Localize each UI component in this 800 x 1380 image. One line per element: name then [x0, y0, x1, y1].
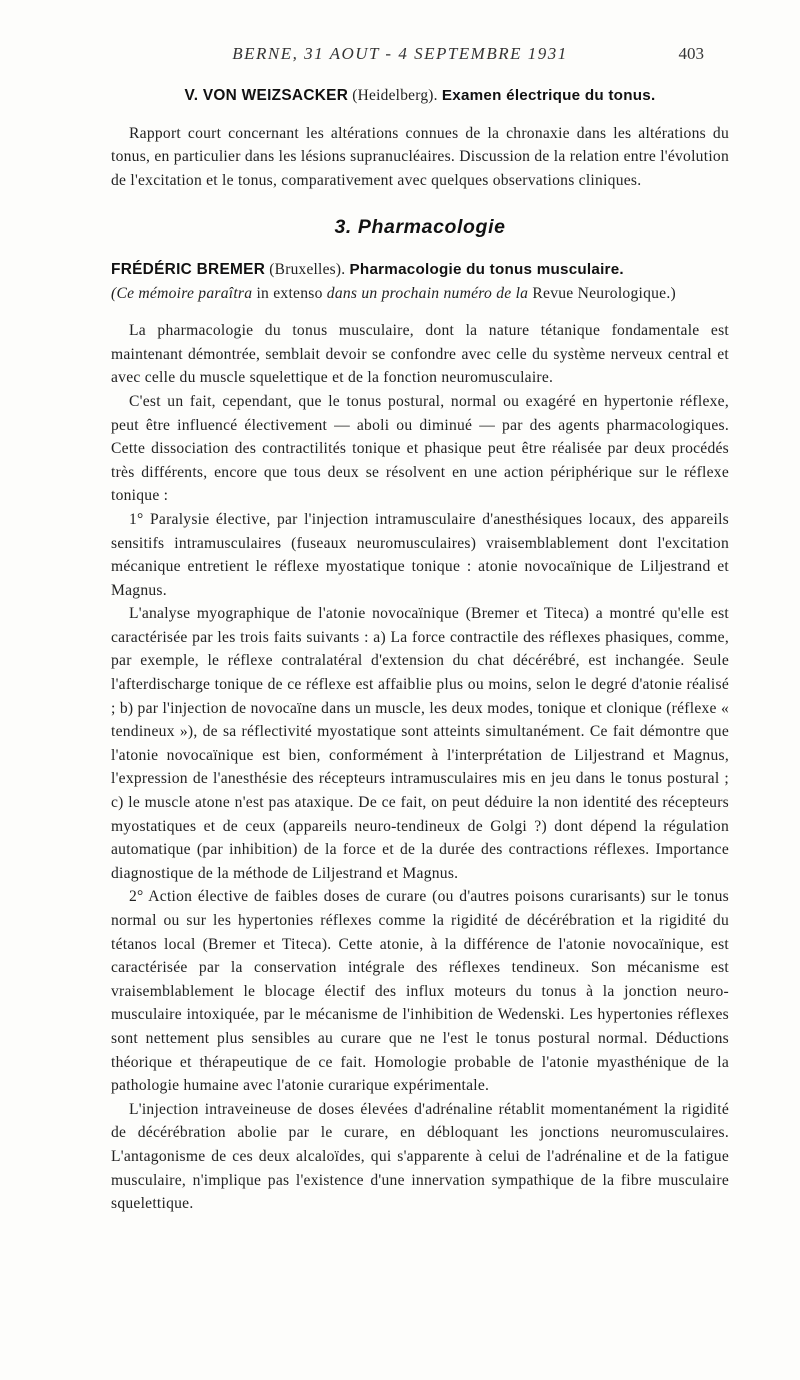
note-plain: Revue Neurologique.) — [532, 284, 676, 302]
paragraph: C'est un fait, cependant, que le tonus postural, normal ou exagéré en hypertonie réflexe, peut être influencé électivement — aboli ou diminué — par des agents pharmacologiques. Cette dissociation des contractilités tonique et phasique peut être réalisée par deux procédés très différents, encore que tous deux se résolvent en une action périphérique sur le réflexe tonique : — [111, 392, 729, 505]
note-italic: dans un prochain numéro de la — [326, 284, 529, 302]
running-title: BERNE, 31 AOUT - 4 SEPTEMBRE 1931 — [232, 44, 568, 63]
note-italic: (Ce mémoire paraîtra — [111, 284, 253, 302]
paragraph: Rapport court concernant les altérations connues de la chronaxie dans les altérations du tonus, en particulier dans les lésions supranucléaires. Discussion de la relation entre l'évolution de l'excitation et le tonus, comparativement avec quelques observations cliniques. — [111, 124, 729, 189]
page-body — [111, 84, 729, 1216]
author-name: V. VON WEIZSACKER — [184, 87, 349, 104]
author-affiliation: (Heidelberg). — [352, 87, 438, 104]
paragraph: La pharmacologie du tonus musculaire, dont la nature tétanique fondamentale est maintenant démontrée, semblait devoir se confondre avec celle du système nerveux central et avec celle du muscle squelettique et de la fonction neuromusculaire. — [111, 322, 729, 387]
page-number: 403 — [678, 44, 704, 63]
author-name: FRÉDÉRIC BREMER — [111, 260, 266, 278]
entry-title: Pharmacologie du tonus musculaire. — [349, 260, 624, 278]
entry-title: Examen électrique du tonus. — [441, 87, 656, 104]
paragraph: 1° Paralysie élective, par l'injection intramusculaire d'anesthésiques locaux, des appareils sensitifs intramusculaires (fuseaux neuromusculaires) vraisemblablement dont l'excitation mécanique entretient le réflexe myostatique tonique : atonie novocaïnique de Liljestrand et Magnus. — [111, 510, 729, 599]
paragraph: L'analyse myographique de l'atonie novocaïnique (Bremer et Titeca) a montré qu'elle est caractérisée par les trois faits suivants : a) La force contractile des réflexes phasiques, comme, par exemple, le réflexe contralatéral d'extension du chat décérébré, est inchangée. Seule l'afterdischarge tonique de ce réflexe est affaiblie plus ou moins, selon le degré d'atonie réalisé ; b) par l'injection de novocaïne dans un muscle, les deux modes, tonique et clonique (réflexe « tendineux »), de sa réflectivité myostatique sont atteints simultanément. Ce fait démontre que l'atonie novocaïnique est bien, conformément à l'interprétation de Liljestrand et Magnus, l'expression de l'anesthésie des récepteurs intramusculaires mis en jeu dans le tonus postural ; c) le muscle atone n'est pas ataxique. De ce fait, on peut déduire la non identité des récepteurs myostatiques et de ceux (appareils neuro-tendineux de Golgi ?) dont dépend la régulation automatique (par inhibition) de la force et de la durée des contractions réflexes. Importance diagnostique de la méthode de Liljestrand et Magnus. — [111, 605, 729, 882]
running-head — [0, 44, 800, 66]
author-affiliation: (Bruxelles). — [269, 260, 346, 278]
entry-heading-weizsacker — [111, 84, 729, 108]
publication-note — [111, 282, 729, 306]
note-plain: in extenso — [256, 284, 323, 302]
paragraph: L'injection intraveineuse de doses élevées d'adrénaline rétablit momentanément la rigidité de décérébration abolie par le curare, en débloquant les jonctions neuromusculaires. L'antagonisme de ces deux alcaloïdes, qui s'apparente à celui de l'adrénaline et de la fatigue musculaire, n'implique pas l'existence d'une innervation sympathique de la fibre musculaire squelettique. — [111, 1100, 729, 1213]
entry-abstract-weizsacker — [111, 122, 729, 193]
section-heading: 3. Pharmacologie — [334, 216, 506, 239]
entry-heading-bremer — [111, 258, 729, 282]
entry-abstract-bremer — [111, 319, 729, 1216]
paragraph: 2° Action élective de faibles doses de curare (ou d'autres poisons curarisants) sur le tonus normal ou sur les hypertonies réflexes comme la rigidité de décérébration et la rigidité du tétanos local (Bremer et Titeca). Cette atonie, à la différence de l'atonie novocaïnique, est caractérisée par la conservation intégrale des réflexes tendineux. Son mécanisme est vraisemblablement le blocage électif des influx moteurs du tonus à la jonction neuro-musculaire intoxiquée, par le mécanisme de l'inhibition de Wedenski. Les hypertonies réflexes sont nettement plus sensibles au curare que ne l'est le tonus postural normal. Déductions théorique et thérapeutique de ce fait. Homologie probable de l'atonie myasthénique de la pathologie humaine avec l'atonie curarique expérimentale. — [111, 888, 729, 1095]
